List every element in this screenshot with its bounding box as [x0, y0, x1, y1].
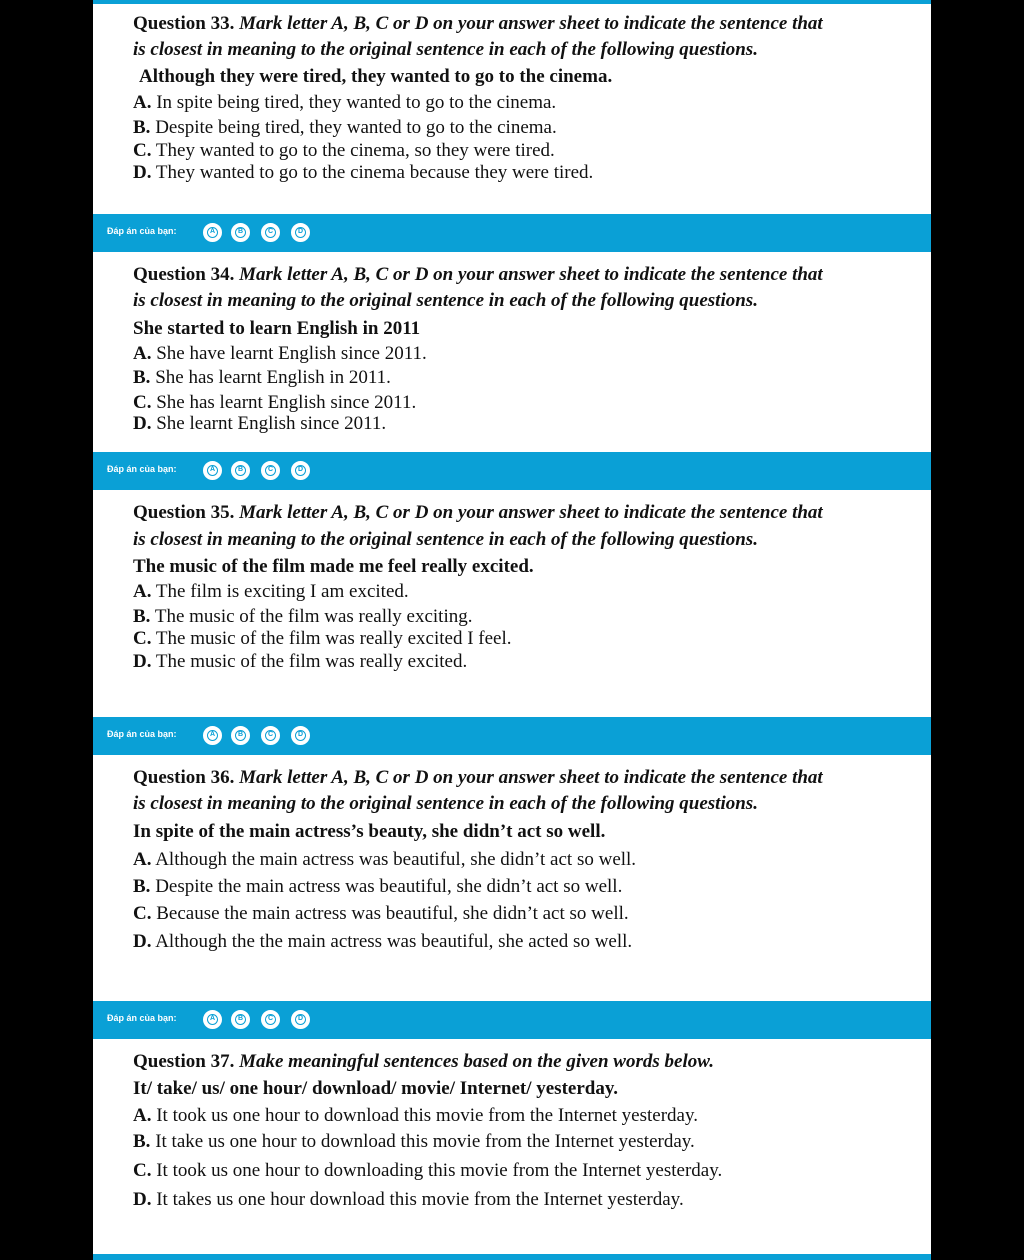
answer-bar-label: Đáp án của bạn:: [107, 226, 177, 236]
choice-b-button[interactable]: B: [231, 1010, 250, 1029]
answer-bar-34: [93, 452, 931, 490]
question-36-instruction-cont: is closest in meaning to the original sentence in each of the following questions.: [133, 793, 758, 814]
answer-bar-label: Đáp án của bạn:: [107, 464, 177, 474]
answer-bar-35: [93, 717, 931, 755]
choice-a-button[interactable]: A: [203, 223, 222, 242]
choice-a-button[interactable]: A: [203, 726, 222, 745]
choice-c-button[interactable]: C: [261, 726, 280, 745]
choice-d-button[interactable]: D: [291, 1010, 310, 1029]
question-33-option-b: B. Despite being tired, they wanted to go to the cinema.: [133, 117, 557, 138]
question-34-header: Question 34. Mark letter A, B, C or D on your answer sheet to indicate the sentence that: [133, 264, 823, 285]
question-33-instruction-cont: is closest in meaning to the original sentence in each of the following questions.: [133, 39, 758, 60]
question-35-header: Question 35. Mark letter A, B, C or D on your answer sheet to indicate the sentence that: [133, 502, 823, 523]
question-33-prompt: Although they were tired, they wanted to go to the cinema.: [139, 66, 613, 87]
question-33-option-a: A. In spite being tired, they wanted to go to the cinema.: [133, 92, 557, 113]
answer-bar-label: Đáp án của bạn:: [107, 729, 177, 739]
question-34-option-b: B. She has learnt English in 2011.: [133, 367, 391, 388]
choice-b-button[interactable]: B: [231, 223, 250, 242]
question-36-option-c: C. Because the main actress was beautiful, she didn’t act so well.: [133, 903, 629, 924]
question-36-option-a: A. Although the main actress was beautiful, she didn’t act so well.: [133, 849, 637, 870]
choice-b-button[interactable]: B: [231, 461, 250, 480]
question-34-option-d: D. She learnt English since 2011.: [133, 413, 387, 434]
question-37-option-a: A. It took us one hour to download this movie from the Internet yesterday.: [133, 1105, 698, 1126]
choice-a-button[interactable]: A: [203, 461, 222, 480]
question-33-option-d: D. They wanted to go to the cinema because they were tired.: [133, 162, 594, 183]
question-34-prompt: She started to learn English in 2011: [133, 318, 421, 339]
question-33-header: Question 33. Mark letter A, B, C or D on your answer sheet to indicate the sentence that: [133, 13, 823, 34]
choice-d-button[interactable]: D: [291, 726, 310, 745]
question-34-option-c: C. She has learnt English since 2011.: [133, 392, 417, 413]
choice-c-button[interactable]: C: [261, 461, 280, 480]
question-35-option-c: C. The music of the film was really excited I feel.: [133, 628, 512, 649]
question-33-option-c: C. They wanted to go to the cinema, so they were tired.: [133, 140, 555, 161]
choice-d-button[interactable]: D: [291, 461, 310, 480]
question-37-option-d: D. It takes us one hour download this movie from the Internet yesterday.: [133, 1189, 684, 1210]
answer-sheet: [93, 0, 931, 1260]
choice-d-button[interactable]: D: [291, 223, 310, 242]
question-37-prompt: It/ take/ us/ one hour/ download/ movie/ Internet/ yesterday.: [133, 1078, 619, 1099]
question-35-prompt: The music of the film made me feel really excited.: [133, 556, 534, 577]
bottom-divider: [93, 1254, 931, 1260]
answer-bar-label: Đáp án của bạn:: [107, 1013, 177, 1023]
question-35-option-a: A. The film is exciting I am excited.: [133, 581, 409, 602]
question-35-option-b: B. The music of the film was really exciting.: [133, 606, 473, 627]
question-35-instruction-cont: is closest in meaning to the original sentence in each of the following questions.: [133, 529, 758, 550]
question-36-header: Question 36. Mark letter A, B, C or D on your answer sheet to indicate the sentence that: [133, 767, 823, 788]
question-37-option-c: C. It took us one hour to downloading this movie from the Internet yesterday.: [133, 1160, 723, 1181]
choice-c-button[interactable]: C: [261, 1010, 280, 1029]
question-36-option-b: B. Despite the main actress was beautiful, she didn’t act so well.: [133, 876, 623, 897]
answer-bar-33: [93, 214, 931, 252]
choice-b-button[interactable]: B: [231, 726, 250, 745]
question-34-option-a: A. She have learnt English since 2011.: [133, 343, 427, 364]
question-34-instruction-cont: is closest in meaning to the original sentence in each of the following questions.: [133, 290, 758, 311]
question-36-option-d: D. Although the the main actress was beautiful, she acted so well.: [133, 931, 633, 952]
answer-bar-36: [93, 1001, 931, 1039]
choice-a-button[interactable]: A: [203, 1010, 222, 1029]
choice-c-button[interactable]: C: [261, 223, 280, 242]
question-37-header: Question 37. Make meaningful sentences based on the given words below.: [133, 1051, 714, 1072]
question-37-option-b: B. It take us one hour to download this movie from the Internet yesterday.: [133, 1131, 695, 1152]
question-36-prompt: In spite of the main actress’s beauty, she didn’t act so well.: [133, 821, 606, 842]
top-divider: [93, 0, 931, 4]
question-35-option-d: D. The music of the film was really excited.: [133, 651, 468, 672]
